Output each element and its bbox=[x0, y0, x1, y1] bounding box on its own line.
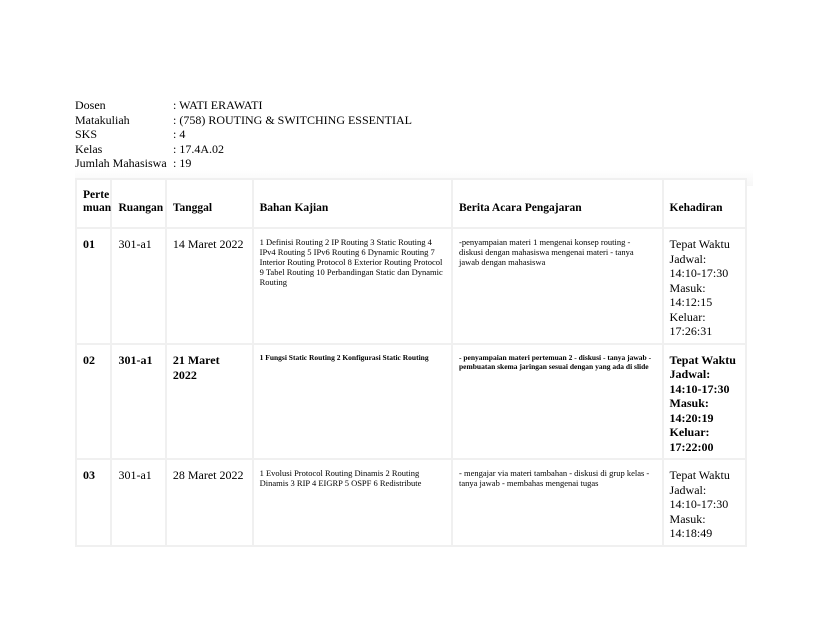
attendance-table-wrapper bbox=[75, 178, 744, 547]
info-row-dosen bbox=[75, 98, 412, 113]
kehadiran-status: Tepat Waktu bbox=[669, 468, 730, 482]
row-tanggal: 14 Maret 2022 bbox=[167, 229, 252, 343]
row-tanggal: 28 Maret 2022 bbox=[167, 460, 252, 545]
table-row bbox=[77, 345, 745, 459]
sks-value: : 4 bbox=[173, 127, 186, 141]
row-ruangan: 301-a1 bbox=[112, 345, 164, 459]
kehadiran-jadwal: 14:10-17:30 bbox=[669, 381, 730, 396]
dosen-value: : WATI ERAWATI bbox=[173, 98, 263, 112]
matakuliah-value: : (758) ROUTING & SWITCHING ESSENTIAL bbox=[173, 112, 412, 127]
header-berita-acara: Berita Acara Pengajaran bbox=[453, 180, 662, 227]
kehadiran-keluar-label: Keluar: bbox=[669, 309, 706, 324]
row-pertemuan-number: 01 bbox=[77, 229, 110, 343]
kehadiran-jadwal: 14:10-17:30 bbox=[669, 497, 729, 511]
row-ruangan: 301-a1 bbox=[112, 229, 164, 343]
kehadiran-keluar-label: Keluar: bbox=[669, 425, 710, 439]
header-ruangan: Ruangan bbox=[112, 180, 164, 227]
kehadiran-keluar: 17:26:31 bbox=[669, 324, 713, 338]
header-kehadiran: Kehadiran bbox=[664, 180, 745, 227]
row-bahan-kajian: 1 Definisi Routing 2 IP Routing 3 Static Routing 4 IPv4 Routing 5 IPv6 Routing 6 Dynamic Routing 7 Interior Routing Protocol 8 Exterior Routing Protocol 9 Tabel Routing 10 Perbandingan Static dan Dynamic Routing bbox=[254, 229, 451, 343]
row-kehadiran bbox=[664, 229, 745, 343]
header-bahan-kajian: Bahan Kajian bbox=[254, 180, 451, 227]
jumlah-label: Jumlah Mahasiswa bbox=[75, 156, 167, 170]
kehadiran-jadwal-label: Jadwal: bbox=[669, 482, 707, 497]
row-berita-acara: - penyampaian materi pertemuan 2 - diskusi - tanya jawab - pembuatan skema jaringan sesuai dengan yang ada di slide bbox=[453, 345, 662, 459]
row-bahan-kajian: 1 Fungsi Static Routing 2 Konfigurasi Static Routing bbox=[254, 345, 451, 459]
row-bahan-kajian: 1 Evolusi Protocol Routing Dinamis 2 Routing Dinamis 3 RIP 4 EIGRP 5 OSPF 6 Redistribute bbox=[254, 460, 451, 545]
info-row-kelas bbox=[75, 142, 412, 157]
kehadiran-masuk-label: Masuk: bbox=[669, 396, 709, 410]
header-tanggal: Tanggal bbox=[167, 180, 252, 227]
dosen-label: Dosen bbox=[75, 98, 106, 112]
row-pertemuan-number: 03 bbox=[77, 460, 110, 545]
table-row bbox=[77, 460, 745, 545]
row-kehadiran bbox=[664, 345, 745, 459]
table-row bbox=[77, 229, 745, 343]
kehadiran-masuk: 14:12:15 bbox=[669, 295, 713, 309]
attendance-table bbox=[75, 178, 747, 547]
matakuliah-label: Matakuliah bbox=[75, 112, 130, 127]
row-tanggal: 21 Maret 2022 bbox=[167, 345, 252, 459]
jumlah-value: : 19 bbox=[173, 156, 192, 170]
kehadiran-jadwal-label: Jadwal: bbox=[669, 251, 707, 266]
kehadiran-masuk-label: Masuk: bbox=[669, 511, 706, 526]
header-pertemuan bbox=[77, 180, 110, 227]
kehadiran-jadwal: 14:10-17:30 bbox=[669, 266, 729, 280]
kehadiran-status: Tepat Waktu bbox=[669, 237, 730, 251]
kelas-label: Kelas bbox=[75, 141, 103, 156]
kehadiran-jadwal-label: Jadwal: bbox=[669, 367, 711, 381]
kehadiran-keluar: 17:22:00 bbox=[669, 439, 714, 454]
kehadiran-masuk: 14:18:49 bbox=[669, 526, 713, 540]
kehadiran-masuk: 14:20:19 bbox=[669, 410, 714, 425]
kelas-value: : 17.4A.02 bbox=[173, 141, 224, 156]
row-ruangan: 301-a1 bbox=[112, 460, 164, 545]
row-pertemuan-number: 02 bbox=[77, 345, 110, 459]
row-berita-acara: - mengajar via materi tambahan - diskusi di grup kelas - tanya jawab - membahas mengenai tugas bbox=[453, 460, 662, 545]
row-kehadiran bbox=[664, 460, 745, 545]
row-berita-acara: -penyampaian materi 1 mengenai konsep routing - diskusi dengan mahasiswa mengenai materi - tanya jawab dengan mahasiswa bbox=[453, 229, 662, 343]
kehadiran-masuk-label: Masuk: bbox=[669, 280, 706, 295]
header-pertemuan-line2: muan bbox=[83, 202, 112, 214]
sks-label: SKS bbox=[75, 127, 98, 141]
info-row-sks bbox=[75, 127, 412, 142]
info-row-jumlah bbox=[75, 156, 412, 171]
course-info bbox=[75, 98, 412, 171]
info-row-matakuliah bbox=[75, 113, 412, 128]
table-header-row bbox=[77, 180, 745, 227]
header-pertemuan-line1: Perte bbox=[83, 189, 110, 201]
kehadiran-status: Tepat Waktu bbox=[669, 352, 736, 367]
